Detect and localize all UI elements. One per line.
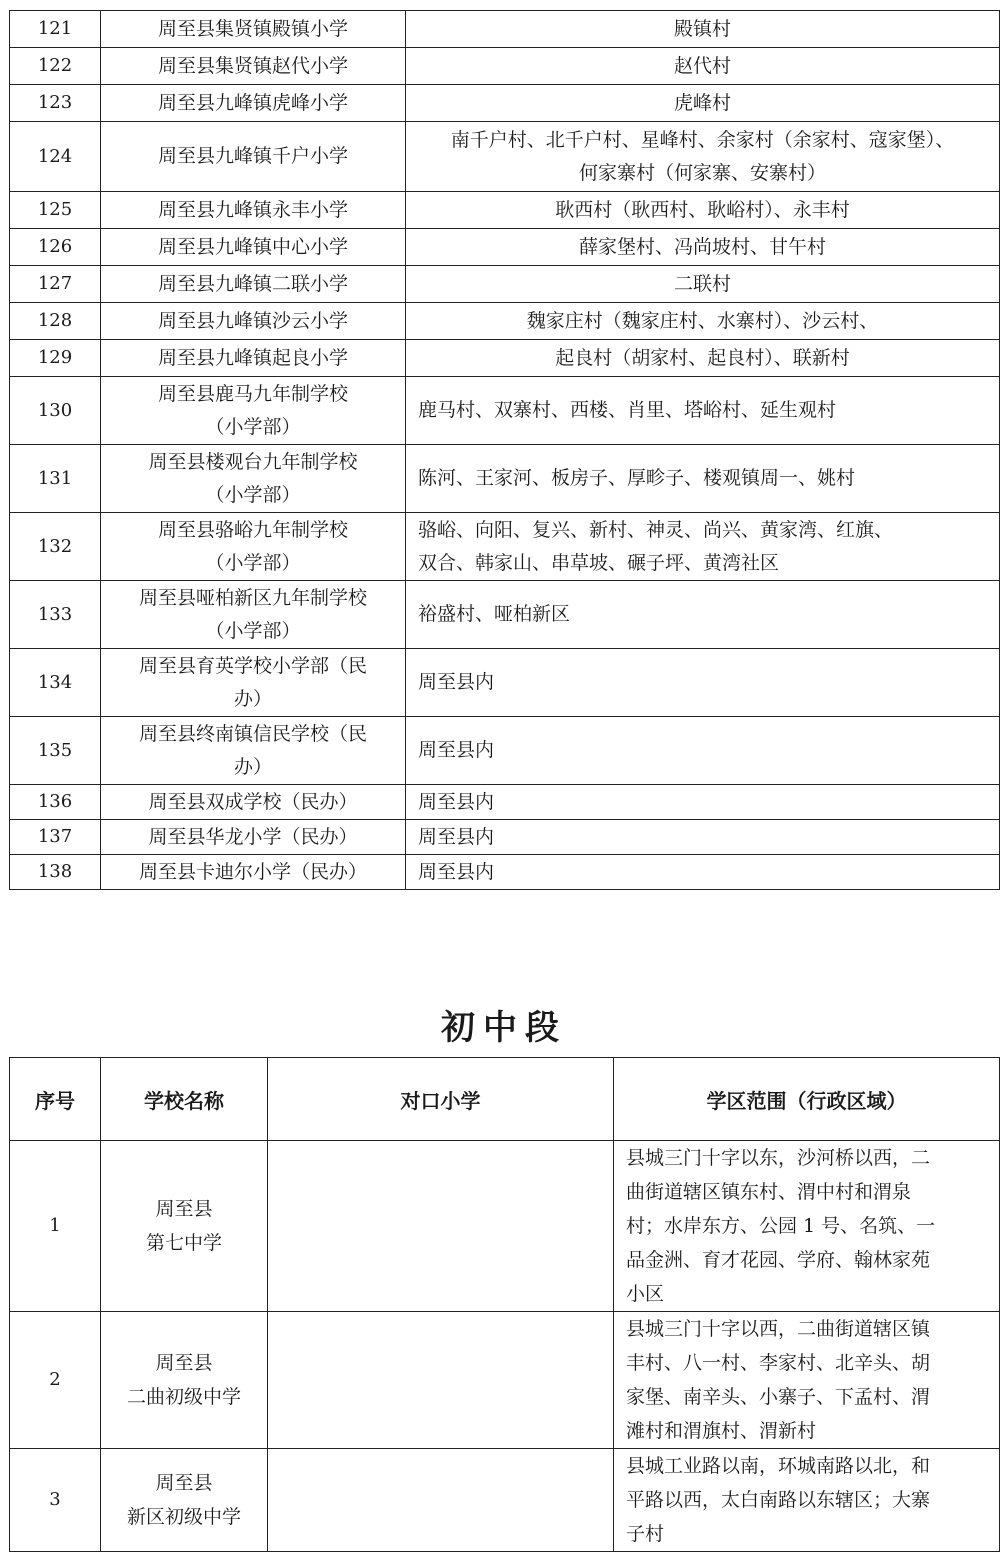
header-school: 学校名称 — [101, 1058, 268, 1141]
service-area — [406, 48, 1000, 85]
row-number: 135 — [10, 717, 101, 785]
service-area — [406, 820, 1000, 855]
cell-line: 鹿马村、双寨村、西楼、肖里、塔峪村、延生观村 — [418, 399, 837, 421]
school-name — [101, 649, 406, 717]
cell-line: 曲街道辖区镇东村、渭中村和渭泉 — [626, 1181, 912, 1203]
cell-line: （小学部） — [205, 551, 301, 574]
cell-line: （小学部） — [205, 619, 301, 642]
row-number: 1 — [10, 1141, 101, 1312]
table-row — [10, 513, 1000, 581]
row-number: 122 — [10, 48, 101, 85]
cell-line: 周至县九峰镇千户小学 — [157, 145, 348, 167]
cell-line: 周至县 — [155, 1352, 213, 1374]
row-number: 138 — [10, 855, 101, 890]
service-area — [406, 649, 1000, 717]
middle-table-body — [10, 1141, 1000, 1552]
service-area — [406, 445, 1000, 513]
table-row — [10, 122, 1000, 192]
cell-line: 周至县内 — [418, 739, 495, 761]
row-number: 132 — [10, 513, 101, 581]
cell-line: 周至县九峰镇虎峰小学 — [157, 92, 348, 114]
cell-line: 周至县 — [155, 1472, 213, 1494]
cell-line: 周至县哑柏新区九年制学校 — [138, 586, 367, 609]
service-area — [406, 340, 1000, 377]
cell-line: 家堡、南辛头、小寨子、下孟村、渭 — [626, 1386, 931, 1408]
district-range — [614, 1449, 1000, 1552]
table-row — [10, 303, 1000, 340]
cell-line: 滩村和渭旗村、渭新村 — [626, 1420, 817, 1442]
middle-school-table — [9, 1057, 1000, 1552]
cell-line: 办） — [233, 755, 272, 778]
table-row — [10, 820, 1000, 855]
cell-line: 周至县九峰镇二联小学 — [157, 273, 348, 295]
cell-line: 小区 — [626, 1283, 665, 1305]
row-number: 121 — [10, 11, 101, 48]
cell-line: 周至县卡迪尔小学（民办） — [138, 861, 367, 883]
school-name — [101, 1141, 268, 1312]
table-row — [10, 192, 1000, 229]
row-number: 137 — [10, 820, 101, 855]
cell-line: 品金洲、育才花园、学府、翰林家苑 — [626, 1249, 931, 1271]
service-area — [406, 122, 1000, 192]
cell-line: 周至县鹿马九年制学校 — [157, 382, 348, 405]
school-name — [101, 340, 406, 377]
row-number: 124 — [10, 122, 101, 192]
school-name — [101, 581, 406, 649]
cell-line: 周至县内 — [418, 826, 495, 848]
cell-line: 殿镇村 — [673, 18, 731, 40]
table-row — [10, 85, 1000, 122]
cell-line: 何家寨村（何家寨、安寨村） — [578, 161, 826, 184]
row-number: 134 — [10, 649, 101, 717]
table-row — [10, 266, 1000, 303]
row-number: 126 — [10, 229, 101, 266]
cell-line: 周至县九峰镇沙云小学 — [157, 310, 348, 332]
cell-line: 周至县九峰镇中心小学 — [157, 236, 348, 258]
cell-line: 周至县内 — [418, 861, 495, 883]
school-name — [101, 820, 406, 855]
table-row — [10, 717, 1000, 785]
service-area — [406, 192, 1000, 229]
cell-line: 县城三门十字以西，二曲街道辖区镇 — [626, 1318, 931, 1340]
cell-line: 起良村（胡家村、起良村）、联新村 — [555, 347, 850, 369]
cell-line: 办） — [233, 687, 272, 710]
service-area — [406, 581, 1000, 649]
table-row — [10, 649, 1000, 717]
cell-line: 双合、韩家山、串草坡、碾子坪、黄湾社区 — [418, 551, 780, 574]
row-number: 130 — [10, 377, 101, 445]
cell-line: 周至县骆峪九年制学校 — [157, 518, 348, 541]
cell-line: 村；水岸东方、公园 1 号、名筑、一 — [626, 1215, 936, 1237]
school-name — [101, 266, 406, 303]
service-area — [406, 85, 1000, 122]
cell-line: 骆峪、向阳、复兴、新村、神灵、尚兴、黄家湾、红旗、 — [418, 518, 894, 541]
cell-line: 周至县内 — [418, 791, 495, 813]
table-row — [10, 855, 1000, 890]
cell-line: 周至县 — [155, 1198, 213, 1220]
school-name — [101, 229, 406, 266]
school-name — [101, 48, 406, 85]
cell-line: 周至县集贤镇殿镇小学 — [157, 18, 348, 40]
row-number: 125 — [10, 192, 101, 229]
row-number: 129 — [10, 340, 101, 377]
service-area — [406, 855, 1000, 890]
cell-line: 赵代村 — [673, 55, 731, 77]
cell-line: 耿西村（耿西村、耿峪村）、永丰村 — [555, 199, 850, 221]
table-row — [10, 1312, 1000, 1449]
row-number: 123 — [10, 85, 101, 122]
service-area — [406, 11, 1000, 48]
cell-line: 周至县华龙小学（民办） — [148, 826, 358, 848]
cell-line: 虎峰村 — [673, 92, 731, 114]
table-row — [10, 581, 1000, 649]
service-area — [406, 377, 1000, 445]
header-range: 学区范围（行政区域） — [614, 1058, 1000, 1141]
section-title: 初中段 — [441, 1008, 567, 1048]
middle-header-row — [10, 1058, 1000, 1141]
school-name — [101, 445, 406, 513]
service-area — [406, 717, 1000, 785]
row-number: 127 — [10, 266, 101, 303]
school-name — [101, 122, 406, 192]
feeder-school — [268, 1449, 614, 1552]
table-row — [10, 340, 1000, 377]
primary-table-body — [10, 11, 1000, 890]
cell-line: 周至县楼观台九年制学校 — [148, 450, 358, 473]
cell-line: 陈河、王家河、板房子、厚畛子、楼观镇周一、姚村 — [418, 467, 856, 489]
row-number: 128 — [10, 303, 101, 340]
cell-line: 周至县终南镇信民学校（民 — [138, 722, 367, 745]
cell-line: 新区初级中学 — [126, 1506, 241, 1528]
cell-line: 县城三门十字以东，沙河桥以西，二 — [626, 1147, 931, 1169]
school-name — [101, 303, 406, 340]
table-row — [10, 1141, 1000, 1312]
school-name — [101, 377, 406, 445]
cell-line: 平路以西，太白南路以东辖区；大寨 — [626, 1489, 931, 1511]
cell-line: 二曲初级中学 — [126, 1386, 241, 1408]
cell-line: （小学部） — [205, 483, 301, 506]
cell-line: （小学部） — [205, 415, 301, 438]
school-name — [101, 855, 406, 890]
school-name — [101, 11, 406, 48]
feeder-school — [268, 1141, 614, 1312]
row-number: 136 — [10, 785, 101, 820]
cell-line: 二联村 — [673, 273, 731, 295]
district-range — [614, 1141, 1000, 1312]
cell-line: 周至县内 — [418, 671, 495, 693]
row-number: 131 — [10, 445, 101, 513]
cell-line: 周至县双成学校（民办） — [148, 791, 358, 813]
cell-line: 周至县育英学校小学部（民 — [138, 654, 367, 677]
cell-line: 子村 — [626, 1523, 665, 1545]
district-range — [614, 1312, 1000, 1449]
table-row — [10, 785, 1000, 820]
cell-line: 第七中学 — [145, 1232, 222, 1254]
service-area — [406, 266, 1000, 303]
cell-line: 周至县九峰镇起良小学 — [157, 347, 348, 369]
primary-school-table — [9, 10, 1000, 890]
school-name — [101, 513, 406, 581]
cell-line: 县城工业路以南，环城南路以北，和 — [626, 1455, 931, 1477]
table-row — [10, 1449, 1000, 1552]
table-row — [10, 445, 1000, 513]
header-no: 序号 — [10, 1058, 101, 1141]
cell-line: 裕盛村、哑柏新区 — [418, 603, 571, 625]
table-row — [10, 11, 1000, 48]
cell-line: 周至县集贤镇赵代小学 — [157, 55, 348, 77]
row-number: 133 — [10, 581, 101, 649]
school-name — [101, 85, 406, 122]
header-feeder: 对口小学 — [268, 1058, 614, 1141]
school-name — [101, 192, 406, 229]
feeder-school — [268, 1312, 614, 1449]
service-area — [406, 229, 1000, 266]
cell-line: 周至县九峰镇永丰小学 — [157, 199, 348, 221]
table-row — [10, 229, 1000, 266]
service-area — [406, 513, 1000, 581]
school-name — [101, 785, 406, 820]
school-name — [101, 717, 406, 785]
table-row — [10, 377, 1000, 445]
school-name — [101, 1449, 268, 1552]
cell-line: 丰村、八一村、李家村、北辛头、胡 — [626, 1352, 931, 1374]
cell-line: 薛家堡村、冯尚坡村、甘午村 — [578, 236, 826, 258]
service-area — [406, 303, 1000, 340]
cell-line: 南千户村、北千户村、星峰村、余家村（余家村、寇家堡）、 — [450, 128, 955, 151]
school-name — [101, 1312, 268, 1449]
row-number: 3 — [10, 1449, 101, 1552]
table-row — [10, 48, 1000, 85]
service-area — [406, 785, 1000, 820]
row-number: 2 — [10, 1312, 101, 1449]
cell-line: 魏家庄村（魏家庄村、水寨村）、沙云村、 — [526, 310, 879, 332]
